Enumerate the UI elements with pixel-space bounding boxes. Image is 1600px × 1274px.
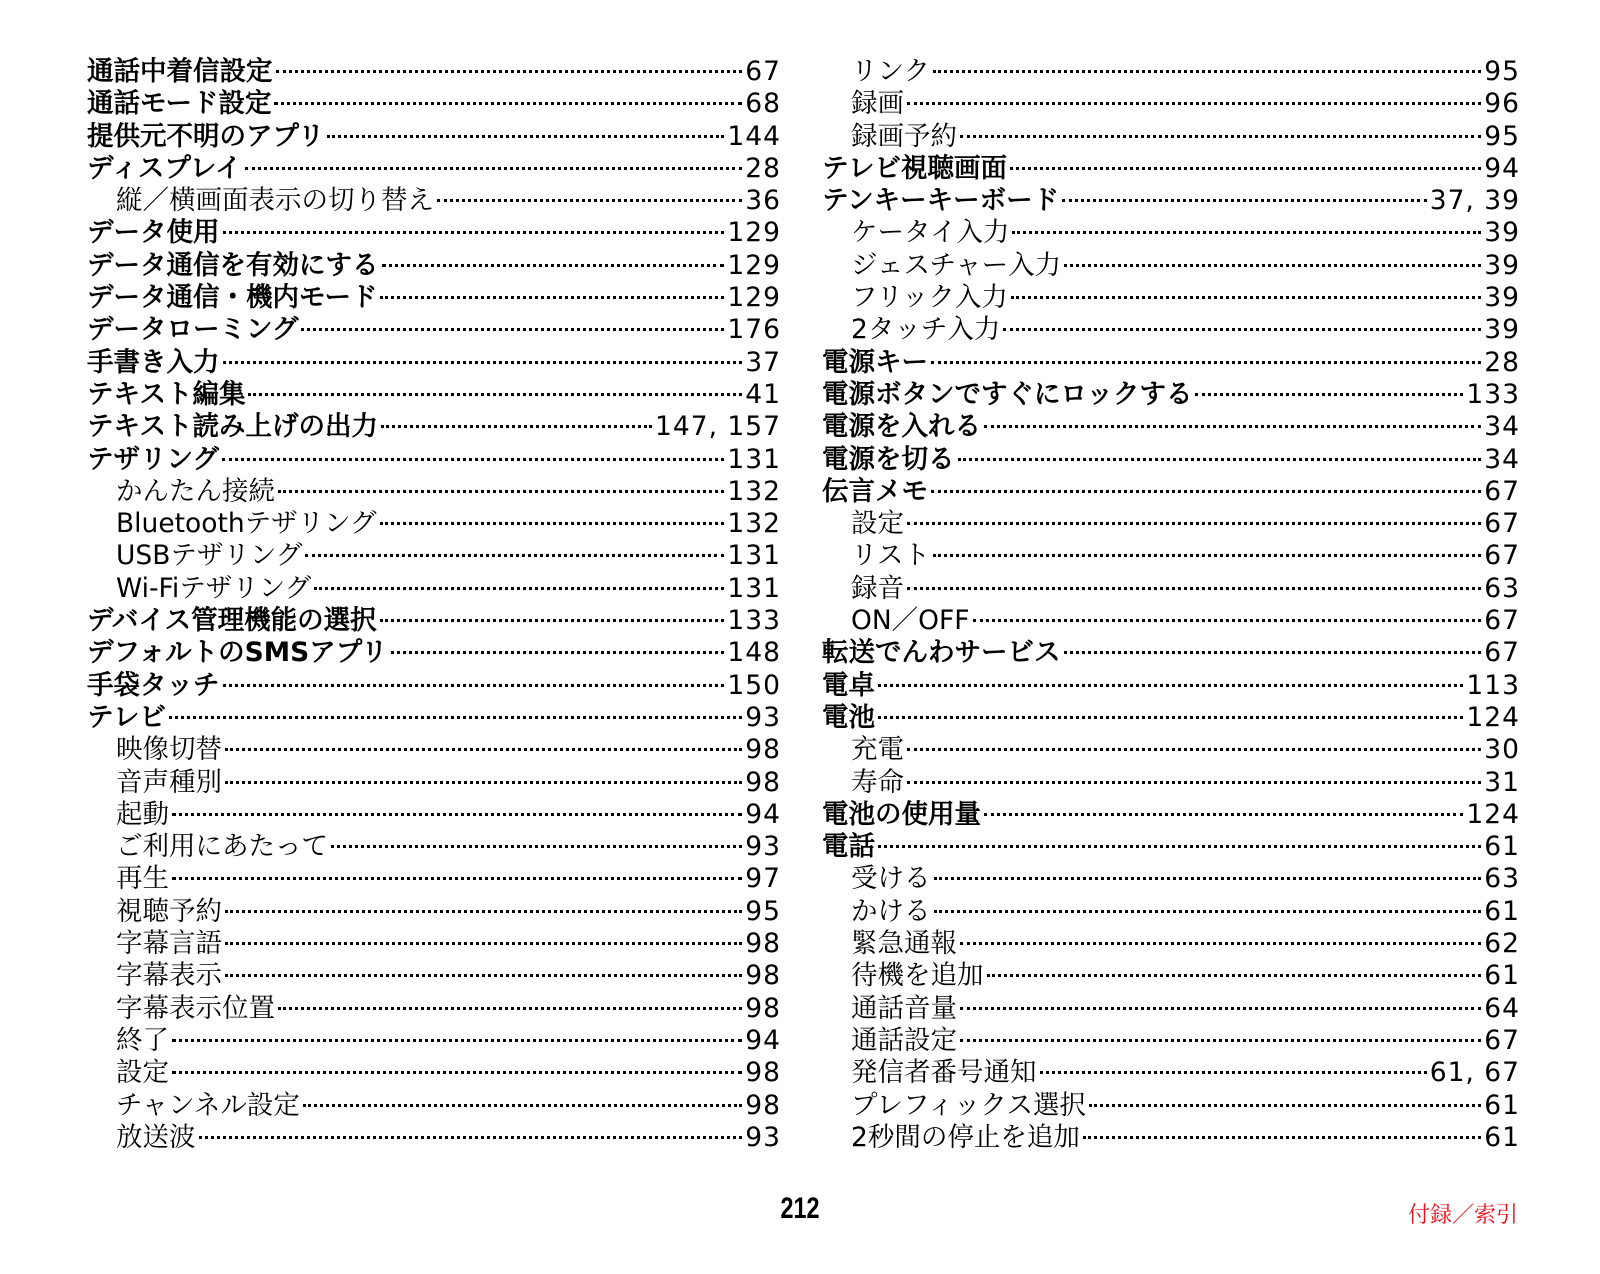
dot-leader [248,393,742,396]
index-entry [87,928,781,960]
index-term: 通話設定 [851,1024,957,1056]
index-term: テレビ [87,701,166,733]
dot-leader [1064,264,1481,267]
index-page-ref: 34 [1484,411,1520,443]
index-page-ref: 61 [1484,1121,1520,1153]
index-term: 電池の使用量 [822,798,981,830]
index-term: 音声種別 [116,766,222,798]
dot-leader [973,619,1482,622]
index-term: かんたん接続 [116,475,275,507]
index-term: 受ける [851,863,931,895]
index-entry [822,734,1520,766]
index-entry [87,314,781,346]
index-term: 2タッチ入力 [851,314,1001,346]
index-entry [87,153,781,185]
index-entry [87,444,781,476]
index-page-ref: 98 [745,1089,781,1121]
index-page-ref: 98 [745,734,781,766]
index-entry [87,993,781,1025]
dot-leader [223,684,725,687]
index-page-ref: 113 [1466,669,1520,701]
index-page-ref: 39 [1484,282,1520,314]
dot-leader [1089,1104,1481,1107]
index-term: データ通信・機内モード [87,282,378,314]
index-page-ref: 67 [1484,540,1520,572]
index-page-ref: 67 [1484,637,1520,669]
index-page-ref: 129 [727,282,781,314]
dot-leader [960,135,1481,138]
dot-leader [933,554,1481,557]
index-term: 放送波 [116,1121,196,1153]
index-page-ref: 63 [1484,863,1520,895]
index-page-ref: 93 [745,831,781,863]
dot-leader [907,587,1481,590]
index-term: 電源を切る [822,443,955,475]
index-page-ref: 133 [727,605,781,637]
index-term: 寿命 [851,766,904,798]
index-term: 電卓 [822,669,875,701]
dot-leader [878,845,1481,848]
index-term: 字幕表示 [116,960,222,992]
index-page-ref: 129 [727,249,781,281]
index-entry [87,1122,781,1154]
index-page-ref: 62 [1484,928,1520,960]
index-term: ディスプレイ [87,152,242,184]
index-term: ON／OFF [851,605,970,637]
index-entry [822,799,1520,831]
index-term: デフォルトのSMSアプリ [87,637,388,669]
dot-leader [907,102,1481,105]
dot-leader [1010,167,1481,170]
index-page-ref: 93 [745,1121,781,1153]
dot-leader [878,716,1463,719]
index-entry [87,670,781,702]
dot-leader [931,361,1481,364]
index-entry [87,767,781,799]
index-page-ref: 147, 157 [654,411,781,443]
index-entry [822,282,1520,314]
index-entry [822,993,1520,1025]
index-term: 電源ボタンですぐにロックする [822,378,1193,410]
index-page-ref: 132 [727,475,781,507]
index-term: リスト [851,540,930,572]
dot-leader [1083,1136,1481,1139]
index-page-ref: 61 [1484,831,1520,863]
index-term: 転送でんわサービス [822,637,1061,669]
index-page-ref: 124 [1466,701,1520,733]
index-term: 録音 [851,572,904,604]
index-term: 字幕言語 [116,928,222,960]
index-term: チャンネル設定 [116,1089,300,1121]
dot-leader [278,490,724,493]
index-entry [87,347,781,379]
index-entry [87,1090,781,1122]
index-term: 通話音量 [851,992,957,1024]
index-entry [822,217,1520,249]
index-term: テキスト読み上げの出力 [87,411,378,443]
index-page-ref: 95 [745,895,781,927]
index-entry [822,508,1520,540]
index-entry [87,734,781,766]
index-page-ref: 133 [1466,378,1520,410]
index-entry [87,1057,781,1089]
index-page-ref: 61 [1484,1089,1520,1121]
index-entry [822,1090,1520,1122]
dot-leader [225,748,742,751]
index-page-ref: 36 [745,185,781,217]
dot-leader [1012,231,1481,234]
index-page-ref: 39 [1484,249,1520,281]
dot-leader [907,781,1481,784]
index-entry [822,444,1520,476]
index-entry [822,121,1520,153]
dot-leader [172,1071,742,1074]
index-term: 電源キー [822,346,928,378]
index-term: 録画 [851,88,904,120]
dot-leader [960,1007,1481,1010]
index-page-ref: 131 [727,540,781,572]
index-term: 緊急通報 [851,928,957,960]
index-term: データ使用 [87,217,220,249]
index-page-ref: 98 [745,766,781,798]
dot-leader [331,845,742,848]
index-entry [87,88,781,120]
index-entry [822,153,1520,185]
index-page-ref: 30 [1484,734,1520,766]
dot-leader [1195,393,1463,396]
dot-leader [1062,199,1427,202]
dot-leader [301,328,724,331]
index-entry [822,476,1520,508]
index-entry [822,637,1520,669]
index-term: テキスト編集 [87,378,246,410]
index-term: データローミング [87,314,299,346]
dot-leader [278,1007,742,1010]
dot-leader [984,425,1481,428]
index-term: 手袋タッチ [87,669,220,701]
dot-leader [380,619,725,622]
index-page-ref: 93 [745,701,781,733]
dot-leader [1064,651,1482,654]
index-term: 録画予約 [851,120,957,152]
dot-leader [225,910,742,913]
dot-leader [225,781,742,784]
index-entry [87,960,781,992]
index-page-ref: 61, 67 [1429,1057,1520,1089]
page-number: 212 [780,1192,820,1225]
index-entry [87,1025,781,1057]
index-entry [822,1025,1520,1057]
dot-leader [199,1136,743,1139]
index-entry [87,896,781,928]
index-page-ref: 131 [727,572,781,604]
index-page-ref: 176 [727,314,781,346]
index-entry [822,767,1520,799]
index-entry [87,121,781,153]
index-term: 視聴予約 [116,895,222,927]
index-term: 手書き入力 [87,346,220,378]
index-term: 電話 [822,831,875,863]
dot-leader [225,942,742,945]
index-term: USBテザリング [116,540,303,572]
dot-leader [878,684,1463,687]
index-page-ref: 61 [1484,895,1520,927]
index-term: フリック入力 [851,282,1008,314]
index-term: Wi-Fiテザリング [116,572,312,604]
index-entry [822,1057,1520,1089]
index-page-ref: 144 [727,120,781,152]
index-entry [822,605,1520,637]
index-page-ref: 64 [1484,992,1520,1024]
index-term: 字幕表示位置 [116,992,275,1024]
index-entry [822,88,1520,120]
index-term: 電池 [822,701,875,733]
index-entry [822,314,1520,346]
index-entry [822,56,1520,88]
index-term: 伝言メモ [822,475,928,507]
index-page-ref: 129 [727,217,781,249]
index-term: 通話モード設定 [87,88,272,120]
index-term: デバイス管理機能の選択 [87,605,377,637]
index-entry [87,56,781,88]
index-entry [822,347,1520,379]
index-page-ref: 94 [1484,152,1520,184]
index-term: 発信者番号通知 [851,1057,1037,1089]
index-term: Bluetoothテザリング [116,508,377,540]
dot-leader [382,264,725,267]
index-entry [87,250,781,282]
index-entry [87,605,781,637]
index-page-ref: 150 [727,669,781,701]
index-page-ref: 34 [1484,443,1520,475]
index-term: 提供元不明のアプリ [87,120,325,152]
index-term: 設定 [116,1057,169,1089]
index-page-ref: 94 [745,1024,781,1056]
dot-leader [958,458,1482,461]
index-page-ref: 98 [745,960,781,992]
index-entry [87,185,781,217]
index-page-ref: 39 [1484,217,1520,249]
dot-leader [1011,296,1481,299]
index-page-ref: 98 [745,992,781,1024]
index-page-ref: 37, 39 [1429,185,1520,217]
index-term: 通話中着信設定 [87,56,273,87]
index-term: 再生 [116,863,169,895]
index-page-ref: 67 [1484,1024,1520,1056]
dot-leader [276,70,743,73]
dot-leader [381,425,652,428]
dot-leader [172,877,742,880]
dot-leader [274,102,742,105]
index-term: 充電 [851,734,904,766]
index-entry [822,896,1520,928]
dot-leader [437,199,742,202]
index-term: 終了 [116,1024,169,1056]
index-entry [822,379,1520,411]
index-page-ref: 67 [1484,605,1520,637]
index-entry [822,250,1520,282]
index-page-ref: 131 [727,443,781,475]
index-term: ケータイ入力 [851,217,1010,249]
index-page-ref: 95 [1484,56,1520,87]
dot-leader [1003,328,1481,331]
index-page-ref: 67 [1484,508,1520,540]
index-page-ref: 61 [1484,960,1520,992]
dot-leader [225,974,742,977]
index-page-ref: 95 [1484,120,1520,152]
index-term: かける [851,895,931,927]
index-entry [87,379,781,411]
index-entry [822,573,1520,605]
dot-leader [172,813,742,816]
dot-leader [314,587,724,590]
dot-leader [984,813,1463,816]
dot-leader [960,1039,1481,1042]
index-entry [822,411,1520,443]
dot-leader [222,458,724,461]
dot-leader [907,522,1481,525]
index-page-ref: 37 [745,346,781,378]
section-label: 付録／索引 [1407,1203,1518,1228]
dot-leader [934,910,1482,913]
dot-leader [303,1104,742,1107]
index-entry [822,928,1520,960]
index-page-ref: 68 [745,88,781,120]
index-page-ref: 63 [1484,572,1520,604]
index-entry [87,637,781,669]
index-entry [87,573,781,605]
index-entry [87,831,781,863]
dot-leader [391,651,725,654]
index-column-left [87,56,781,1154]
index-entry [87,799,781,831]
index-entry [87,476,781,508]
index-entry [822,831,1520,863]
index-page-ref: 28 [1484,346,1520,378]
index-term: テンキーキーボード [822,185,1060,217]
index-term: テレビ視聴画面 [822,152,1007,184]
dot-leader [931,490,1481,493]
index-term: 電源を入れる [822,411,981,443]
index-page-ref: 94 [745,798,781,830]
index-term: 2秒間の停止を追加 [851,1121,1080,1153]
index-entry [87,217,781,249]
index-entry [87,411,781,443]
index-term: 待機を追加 [851,960,984,992]
index-page-ref: 98 [745,1057,781,1089]
index-column-right [822,56,1520,1154]
index-term: ご利用にあたって [116,831,328,863]
index-entry [87,508,781,540]
index-page-ref: 39 [1484,314,1520,346]
index-entry [822,863,1520,895]
index-entry [822,702,1520,734]
index-page-ref: 67 [745,56,781,87]
index-term: プレフィックス選択 [851,1089,1087,1121]
index-term: 縦／横画面表示の切り替え [116,185,434,217]
index-entry [87,863,781,895]
index-page-ref: 148 [727,637,781,669]
dot-leader [934,877,1482,880]
index-page-ref: 41 [745,378,781,410]
index-term: 映像切替 [116,734,222,766]
dot-leader [223,231,725,234]
index-entry [87,540,781,572]
index-term: リンク [851,56,930,87]
dot-leader [933,70,1481,73]
index-term: 設定 [851,508,904,540]
index-page-ref: 97 [745,863,781,895]
dot-leader [172,1039,742,1042]
index-page-ref: 132 [727,508,781,540]
dot-leader [380,522,725,525]
index-page-ref: 28 [745,152,781,184]
index-term: テザリング [87,443,219,475]
index-entry [822,960,1520,992]
dot-leader [305,554,724,557]
index-entry [87,282,781,314]
dot-leader [987,974,1482,977]
index-page-ref: 96 [1484,88,1520,120]
index-page-ref: 67 [1484,475,1520,507]
dot-leader [223,361,743,364]
index-entry [822,185,1520,217]
index-term: データ通信を有効にする [87,249,379,281]
dot-leader [1040,1071,1427,1074]
index-entry [822,670,1520,702]
dot-leader [380,296,724,299]
dot-leader [960,942,1481,945]
index-page-ref: 31 [1484,766,1520,798]
index-page-ref: 124 [1466,798,1520,830]
index-entry [822,1122,1520,1154]
index-term: 起動 [116,798,169,830]
dot-leader [169,716,742,719]
dot-leader [907,748,1481,751]
index-entry [87,702,781,734]
index-term: ジェスチャー入力 [851,249,1062,281]
dot-leader [327,135,724,138]
dot-leader [245,167,743,170]
index-entry [822,540,1520,572]
index-page-ref: 98 [745,928,781,960]
